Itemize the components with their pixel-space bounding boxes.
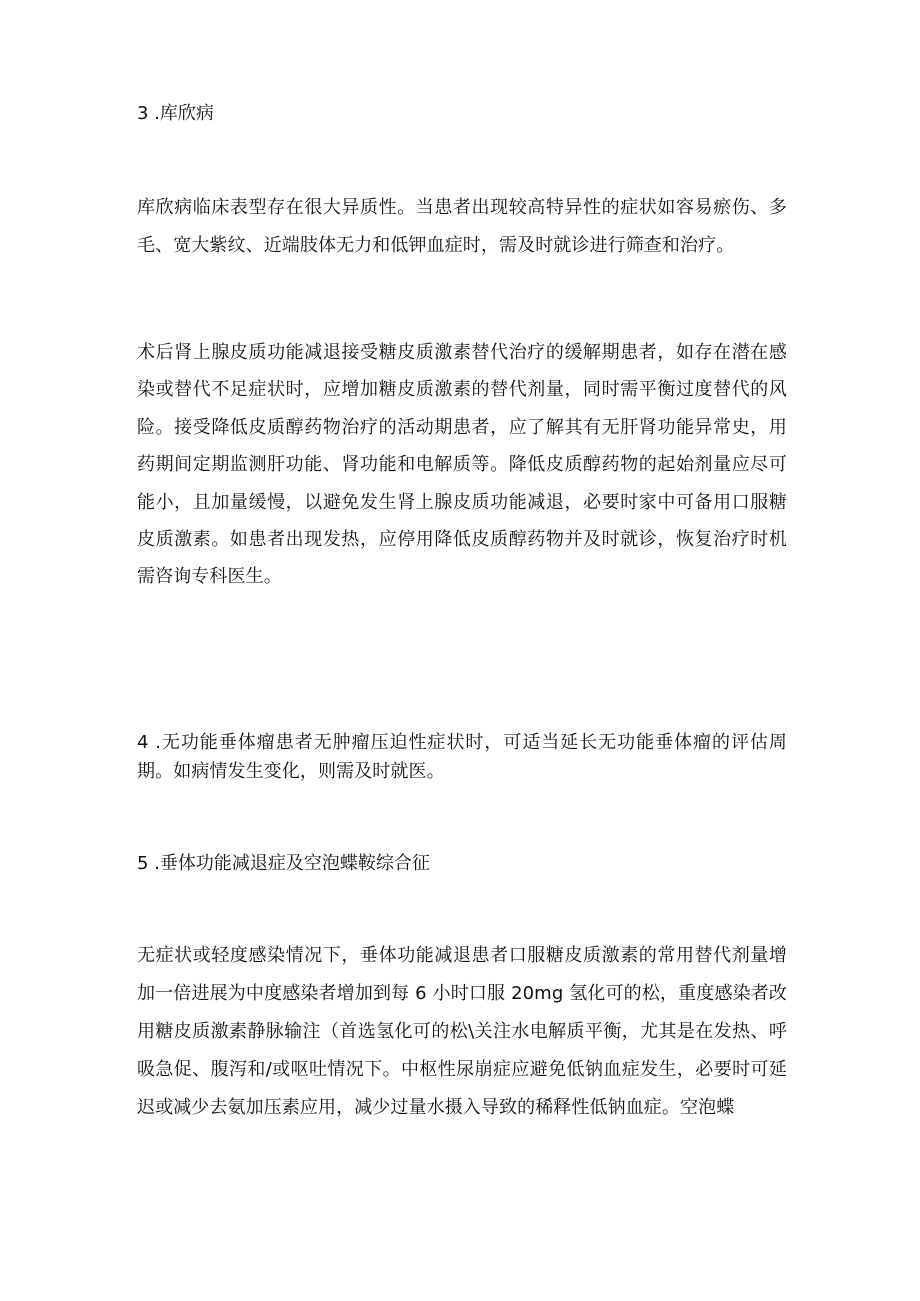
section-3-paragraph-2: 术后肾上腺皮质功能减退接受糖皮质激素替代治疗的缓解期患者，如存在潜在感染或替代不足症状时，应增加糖皮质激素的替代剂量，同时需平衡过度替代的风险。接受降低皮质醇药物治疗的活动期患者，应了解其有无肝肾功能异常史，用药期间定期监测肝功能、肾功能和电解质等。降低皮质醇药物的起始剂量应尽可能小，且加量缓慢，以避免发生肾上腺皮质功能减退，必要时家中可备用口服糖皮质激素。如患者出现发热，应停用降低皮质醇药物并及时就诊，恢复治疗时机需咨询专科医生。 xyxy=(137,342,787,588)
section-5-heading: 5 .垂体功能减退症及空泡蝶鞍综合征 xyxy=(137,853,430,874)
section-5-paragraph-1: 无症状或轻度感染情况下，垂体功能减退患者口服糖皮质激素的常用替代剂量增加一倍进展为中度感染者增加到每 6 小时口服 20mg 氢化可的松，重度感染者改用糖皮质激素静脉输注（首选氢化可的松\关注水电解质平衡，尤其是在发热、呼吸急促、腹泻和/或呕吐情况下。中枢性尿崩症应避免低钠血症发生，必要时可延迟或减少去氨加压素应用，减少过量水摄入导致的稀释性低钠血症。空泡蝶 xyxy=(137,945,787,1118)
section-4-paragraph: 4 .无功能垂体瘤患者无肿瘤压迫性症状时，可适当延长无功能垂体瘤的评估周期。如病情发生变化，则需及时就医。 xyxy=(137,732,787,782)
section-3-heading: 3 .库欣病 xyxy=(137,103,214,124)
section-3-paragraph-1: 库欣病临床表型存在很大异质性。当患者出现较高特异性的症状如容易瘀伤、多毛、宽大紫纹、近端肢体无力和低钾血症时，需及时就诊进行筛查和治疗。 xyxy=(137,197,787,256)
